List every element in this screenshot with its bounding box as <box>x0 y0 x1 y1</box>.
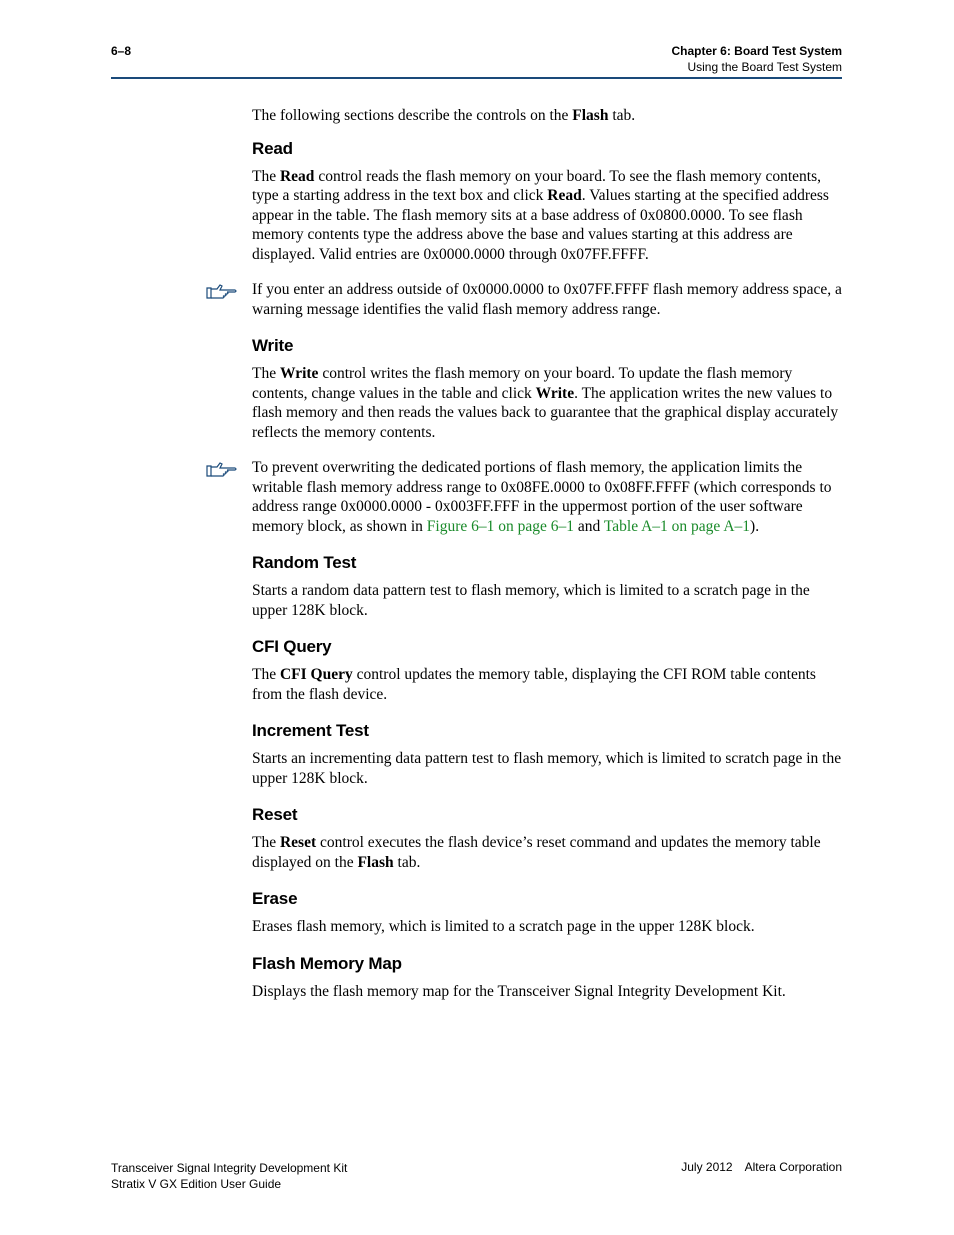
flash-memory-map-heading: Flash Memory Map <box>252 953 402 973</box>
pointing-hand-icon <box>205 282 239 300</box>
random-test-paragraph: Starts a random data pattern test to flash memory, which is limited to a scratch page in the upper 128K block. <box>252 582 810 619</box>
reset-bold-2: Flash <box>357 853 394 871</box>
section-flash-memory-map <box>252 953 844 1002</box>
footer-company: Altera Corporation <box>744 1160 842 1174</box>
read-heading: Read <box>252 138 293 158</box>
section-erase <box>252 888 844 937</box>
running-header <box>672 43 843 75</box>
note-2-text-2: and <box>574 517 604 535</box>
table-a-1-link[interactable]: Table A–1 on page A–1 <box>603 517 751 535</box>
write-heading: Write <box>252 336 294 355</box>
page-number: 6–8 <box>111 44 132 58</box>
pointing-hand-icon <box>205 460 239 478</box>
footer-doc-title <box>111 1160 347 1192</box>
note-2 <box>252 458 844 536</box>
intro-text-end: tab. <box>608 107 636 124</box>
note-1-text: If you enter an address outside of 0x0000.0000 to 0x07FF.FFFF flash memory address space, a warning message identifies the valid flash memory address range. <box>252 281 842 318</box>
read-text-2: control reads the flash memory on your board. To see the flash memory contents, type a starting address in the text box and click <box>252 167 821 204</box>
increment-test-heading: Increment Test <box>252 721 369 740</box>
footer-date: July 2012 <box>681 1160 733 1174</box>
read-text-3: . Values starting at the specified address appear in the table. The flash memory sits at a base address of 0x0800.0000. To see flash memory contents type the address above the base and values starting at this address are displayed. Valid entries are 0x0000.0000 through 0x07FF.FFFF. <box>252 187 829 263</box>
footer-doc-title-2: Stratix V GX Edition User Guide <box>111 1177 282 1191</box>
note-2-text-3: ). <box>750 517 760 535</box>
write-text-2: control writes the flash memory on your board. To update the flash memory contents, change values in the table and click <box>252 365 793 402</box>
footer-meta <box>681 1160 842 1174</box>
intro-bold: Flash <box>572 107 609 124</box>
note-2-text <box>252 458 844 536</box>
section-reset <box>252 804 844 872</box>
increment-test-paragraph: Starts an incrementing data pattern test to flash memory, which is limited to scratch page in the upper 128K block. <box>252 750 842 787</box>
figure-6-1-link[interactable]: Figure 6–1 on page 6–1 <box>426 517 575 535</box>
section-read <box>252 138 844 265</box>
chapter-title: Chapter 6: Board Test System <box>671 44 842 58</box>
read-paragraph <box>252 167 844 265</box>
section-title: Using the Board Test System <box>687 60 842 74</box>
note-1 <box>252 280 844 319</box>
footer-doc-title-1: Transceiver Signal Integrity Development Kit <box>111 1161 348 1175</box>
cfi-text-2: control updates the memory table, displaying the CFI ROM table contents from the flash device. <box>252 666 816 703</box>
cfi-bold-1: CFI Query <box>279 666 353 683</box>
section-write <box>252 335 844 442</box>
read-bold-1: Read <box>279 167 315 185</box>
section-cfi-query <box>252 636 844 704</box>
note-2-text-1: To prevent overwriting the dedicated portions of flash memory, the application limits the writable flash memory address range to 0x08FE.0000 to 0x08FF.FFFF (which corresponds to address range 0x0000.0000 - 0x003FF.FFF in the uppermost portion of the user software memory block, as shown in <box>252 459 832 535</box>
cfi-text-1: The <box>252 666 280 683</box>
random-test-heading: Random Test <box>252 553 357 572</box>
section-increment-test <box>252 720 844 788</box>
reset-text-3: tab. <box>393 853 421 871</box>
section-random-test <box>252 552 844 620</box>
write-paragraph <box>252 364 844 442</box>
intro-paragraph <box>252 106 844 126</box>
read-bold-2: Read <box>547 187 582 204</box>
write-text-1: The <box>252 365 280 382</box>
erase-heading: Erase <box>252 889 298 908</box>
flash-memory-map-paragraph: Displays the flash memory map for the Transceiver Signal Integrity Development Kit. <box>252 982 786 1000</box>
read-text-1: The <box>252 167 280 185</box>
reset-heading: Reset <box>252 805 298 824</box>
cfi-query-paragraph <box>252 665 844 704</box>
write-text-3: . The application writes the new values to flash memory and then reads the values back to guarantee that the graphical display accurately reflects the memory contents. <box>252 384 839 441</box>
write-bold-2: Write <box>535 384 575 402</box>
write-bold-1: Write <box>279 365 319 382</box>
reset-paragraph <box>252 833 844 872</box>
cfi-query-heading: CFI Query <box>252 637 332 656</box>
header-rule <box>111 77 842 79</box>
reset-text-2: control executes the flash device’s reset command and updates the memory table displayed on the <box>252 834 821 871</box>
page-content <box>252 106 844 1017</box>
reset-text-1: The <box>252 834 280 851</box>
reset-bold-1: Reset <box>279 834 317 851</box>
intro-text: The following sections describe the controls on the <box>252 107 573 124</box>
erase-paragraph: Erases flash memory, which is limited to a scratch page in the upper 128K block. <box>252 918 755 935</box>
